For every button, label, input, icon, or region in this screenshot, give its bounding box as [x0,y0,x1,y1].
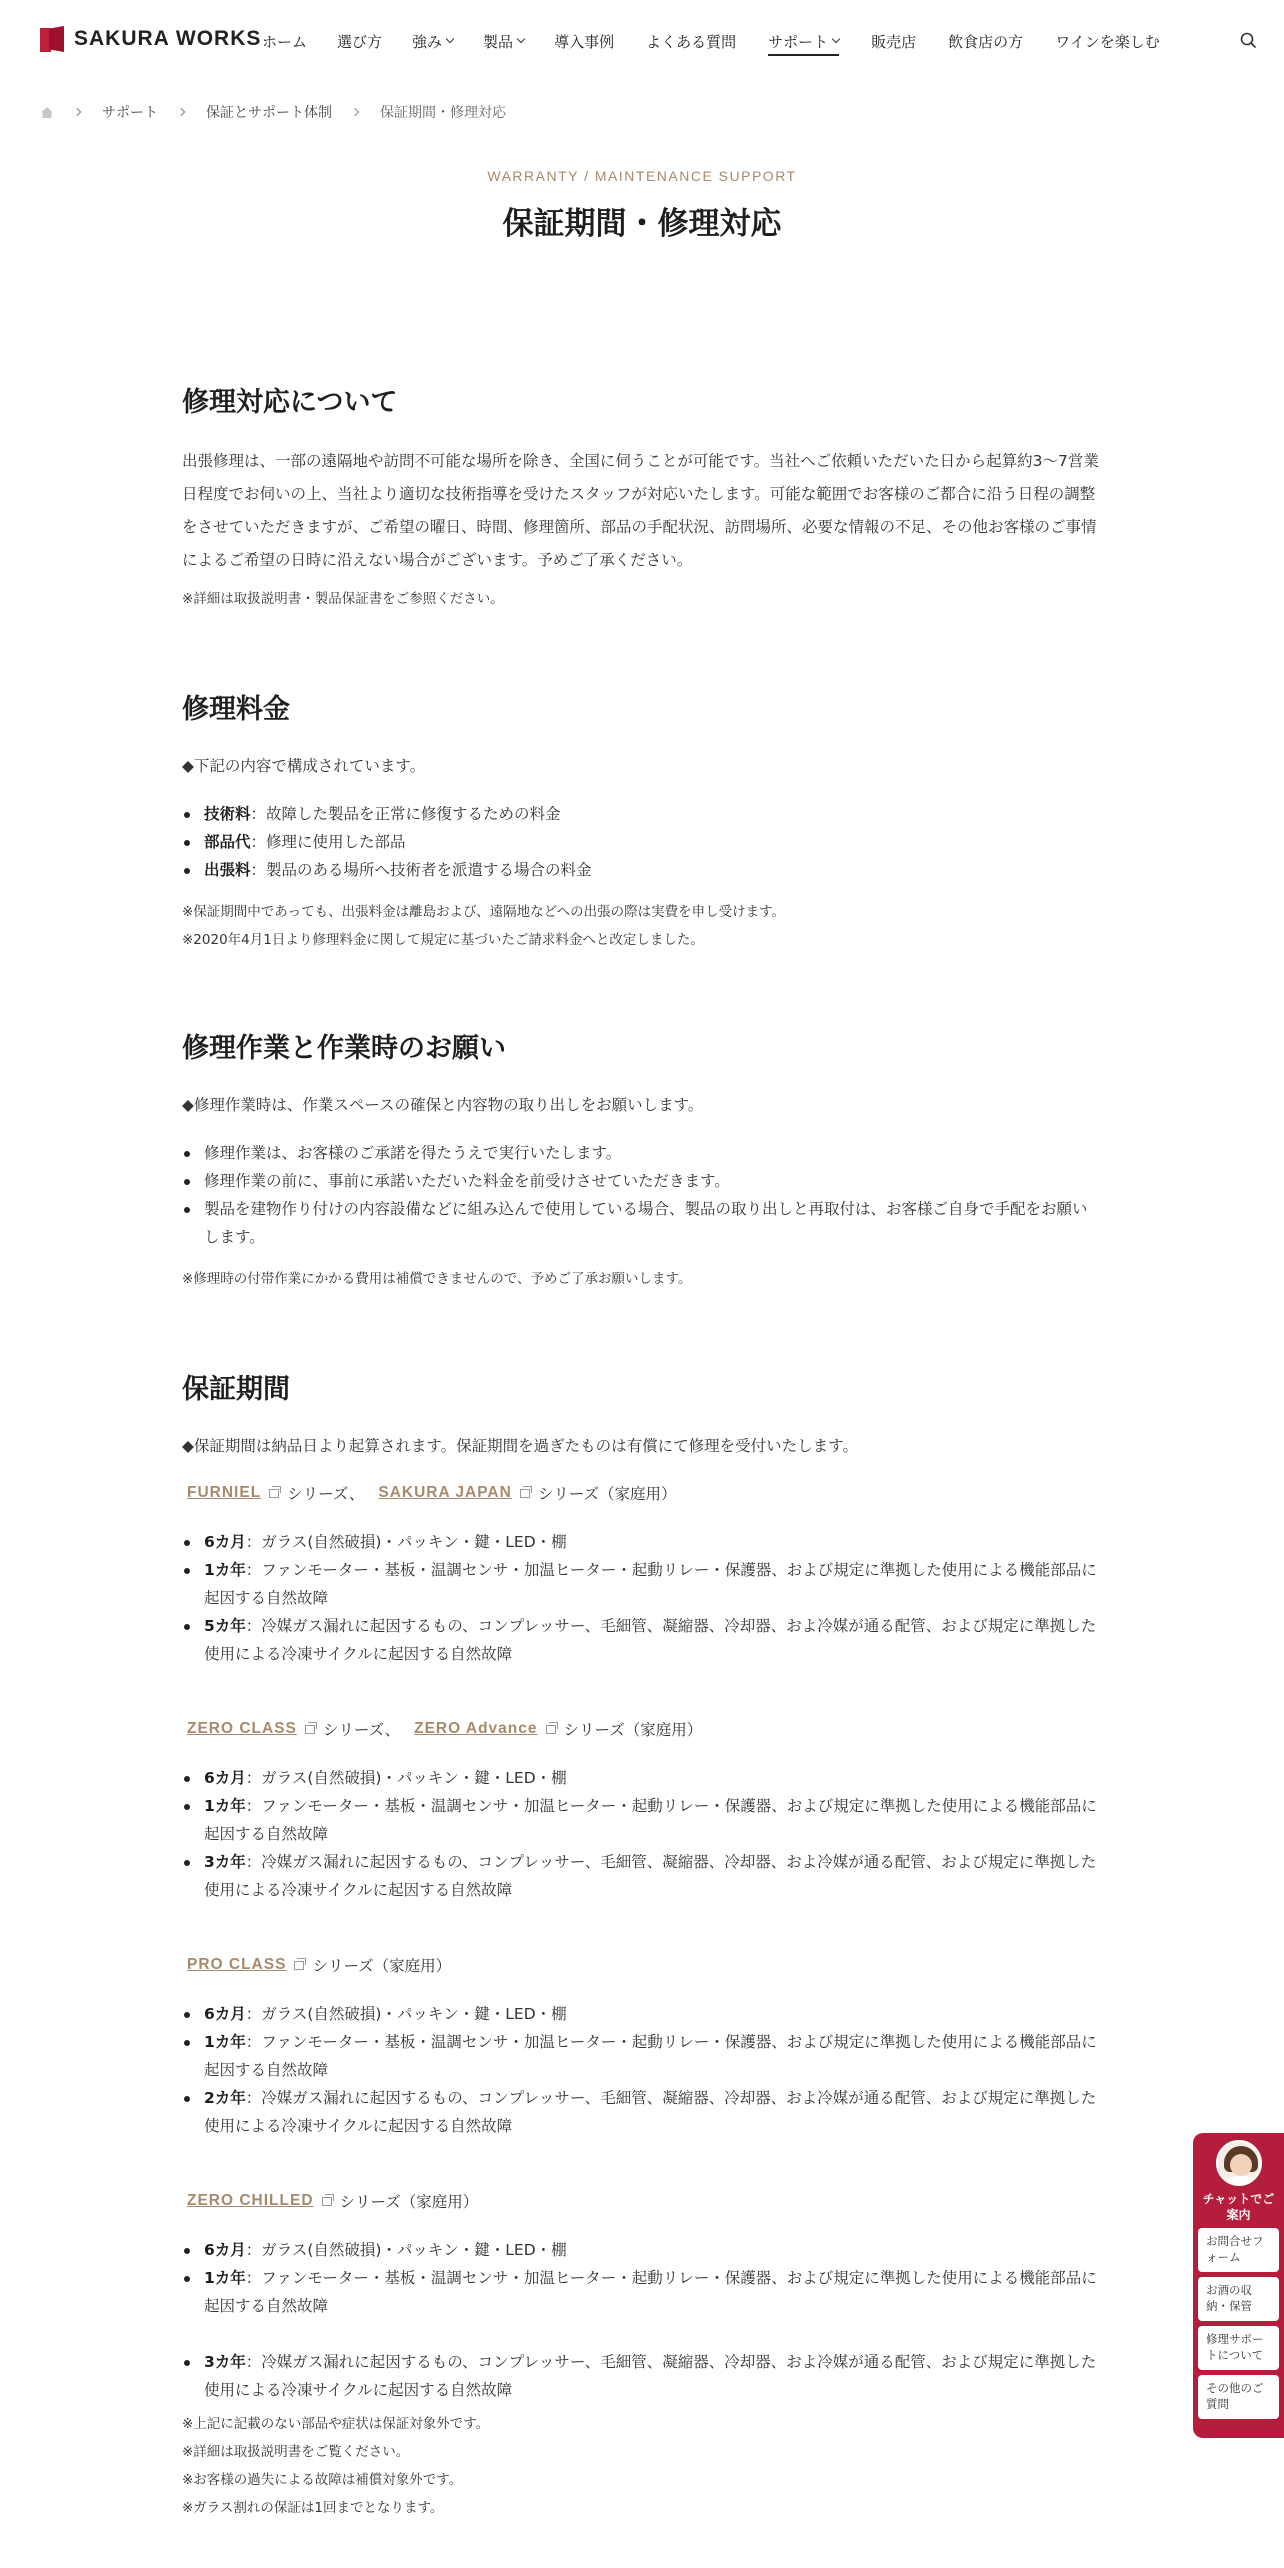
nav-item[interactable] [262,0,307,82]
list-item: 6カ月：ガラス(自然破損)・パッキン・鍵・LED・棚 [182,2000,1102,2028]
series-link[interactable]: ZERO CHILLED [187,2192,314,2209]
nav-item[interactable] [646,0,736,82]
chevron-down-icon [446,35,454,43]
warranty-note: ※お客様の過失による故障は補償対象外です。 [182,2472,463,2488]
section-note: ※2020年4月1日より修理料金に関して規定に基づいたご請求料金へと改定しました。 [182,932,704,948]
list-item: 3カ年：冷媒ガス漏れに起因するもの、コンプレッサー、毛細管、凝縮器、冷却器、およ冷媒が通る配管、および規定に準拠した使用による冷凍サイクルに起因する自然故障 [182,2348,1102,2404]
nav-item[interactable] [412,0,453,82]
list-item: 1カ年：ファンモーター・基板・温調センサ・加温ヒーター・起動リレー・保護器、および規定に準拠した使用による機能部品に起因する自然故障 [182,1556,1102,1612]
nav-item[interactable] [768,0,839,82]
chevron-right-icon [177,108,185,116]
nav-item-label: 強み [412,32,443,51]
warranty-group [182,1954,1102,2140]
section-lead: ◆下記の内容で構成されています。 [182,757,426,775]
list-item: 修理作業は、お客様のご承諾を得たうえで実行いたします。 [182,1139,1102,1167]
series-text: シリーズ（家庭用） [312,1957,452,1975]
nav-item[interactable] [554,0,614,82]
breadcrumb-link-warranty-support[interactable]: 保証とサポート体制 [206,105,332,121]
series-text: シリーズ（家庭用） [563,1721,703,1739]
warranty-group [182,1482,1102,1668]
brand-logo[interactable] [40,26,261,52]
external-link-icon [520,1489,530,1498]
warranty-note: ※上記に記載のない部品や症状は保証対象外です。 [182,2416,490,2432]
series-text: シリーズ、 [287,1485,365,1503]
chevron-right-icon [351,108,359,116]
list-item: 1カ年：ファンモーター・基板・温調センサ・加温ヒーター・起動リレー・保護器、および規定に準拠した使用による機能部品に起因する自然故障 [182,2028,1102,2084]
breadcrumb-current: 保証期間・修理対応 [380,105,506,121]
nav-item-label: 販売店 [871,32,917,51]
warranty-group [182,2190,1102,2404]
nav-item-label: ワインを楽しむ [1055,32,1160,51]
external-link-icon [269,1489,279,1498]
chevron-right-icon [73,108,81,116]
brand-name: SAKURA WORKS [74,27,262,50]
list-item: 3カ年：冷媒ガス漏れに起因するもの、コンプレッサー、毛細管、凝縮器、冷却器、およ冷媒が通る配管、および規定に準拠した使用による冷凍サイクルに起因する自然故障 [182,1848,1102,1904]
series-link[interactable]: PRO CLASS [187,1956,287,1973]
section-warranty [182,1367,1102,2522]
nav-item[interactable] [948,0,1023,82]
search-icon[interactable] [1240,32,1257,49]
series-line [182,2190,1102,2212]
section-note: ※修理時の付帯作業にかかる費用は補償できませんので、予めご了承お願いします。 [182,1271,692,1287]
external-link-icon [294,1961,304,1970]
series-text: シリーズ（家庭用） [339,2193,479,2211]
nav-item-label: 飲食店の方 [948,32,1024,51]
list-item: 修理作業の前に、事前に承諾いただいた料金を前受けさせていただきます。 [182,1167,1102,1195]
page-subtitle: WARRANTY / MAINTENANCE SUPPORT [487,168,797,184]
section-fee [182,687,1102,954]
nav-item[interactable] [1055,0,1160,82]
series-link[interactable]: ZERO CLASS [187,1720,297,1737]
warranty-list [182,1764,1102,1904]
main-content [182,380,1102,2522]
list-item: 6カ月：ガラス(自然破損)・パッキン・鍵・LED・棚 [182,2236,1102,2264]
site-header [0,0,1284,82]
fee-list [182,800,1102,884]
chevron-down-icon [832,35,840,43]
series-link[interactable]: SAKURA JAPAN [378,1484,512,1501]
series-link[interactable]: ZERO Advance [414,1720,538,1737]
section-repair [182,380,1102,613]
avatar [1216,2140,1262,2186]
section-lead: ◆保証期間は納品日より起算されます。保証期間を過ぎたものは有償にて修理を受付いたします。 [182,1437,858,1455]
warranty-note: ※ガラス割れの保証は1回までとなります。 [182,2500,444,2516]
series-text: シリーズ、 [322,1721,401,1739]
nav-item[interactable] [483,0,524,82]
nav-item-label: よくある質問 [646,32,737,51]
nav-item-label: 製品 [483,32,514,51]
list-item: 1カ年：ファンモーター・基板・温調センサ・加温ヒーター・起動リレー・保護器、および規定に準拠した使用による機能部品に起因する自然故障 [182,1792,1102,1848]
list-item: 1カ年：ファンモーター・基板・温調センサ・加温ヒーター・起動リレー・保護器、および規定に準拠した使用による機能部品に起因する自然故障 [182,2264,1102,2320]
section-heading: 修理料金 [182,694,290,725]
external-link-icon [305,1725,315,1734]
warranty-list [182,2000,1102,2140]
nav-item-label: ホーム [262,32,308,51]
list-item: 6カ月：ガラス(自然破損)・パッキン・鍵・LED・棚 [182,1764,1102,1792]
warranty-groups [182,1482,1102,2404]
list-item: 6カ月：ガラス(自然破損)・パッキン・鍵・LED・棚 [182,1528,1102,1556]
section-note: ※保証期間中であっても、出張料金は離島および、遠隔地などへの出張の際は実費を申し受けます。 [182,904,786,920]
section-heading: 保証期間 [182,1374,290,1405]
list-item: 部品代：修理に使用した部品 [182,828,1102,856]
warranty-notes [182,2410,1102,2522]
breadcrumb [40,102,506,122]
chat-widget[interactable] [1193,2133,1284,2438]
nav-item-label: サポート [768,32,829,51]
section-body: 出張修理は、一部の遠隔地や訪問不可能な場所を除き、全国に伺うことが可能です。当社へご依頼いただいた日から起算約3～7営業日程度でお伺いの上、当社より適切な技術指導を受けたスタッフが対応いたします。可能な範囲でお客様のご都合に沿う日程の調整をさせていただきますが、ご希望の曜日、時間、修理箇所、部品の手配状況、訪問場所、必要な情報の不足、その他お客様のご事情によるご希望の日時に沿えない場合がございます。予めご了承ください。 [182,452,1099,569]
warranty-list [182,1528,1102,1668]
chat-title: チャットでご案内 [1202,2192,1275,2222]
external-link-icon [322,2197,332,2206]
warranty-note: ※詳細は取扱説明書をご覧ください。 [182,2444,410,2460]
series-line [182,1954,1102,1976]
main-nav [262,0,1160,82]
chat-button-storage[interactable]: お酒の収納・保管 [1198,2277,1279,2321]
page-title: 保証期間・修理対応 [502,206,782,242]
list-item: 2カ年：冷媒ガス漏れに起因するもの、コンプレッサー、毛細管、凝縮器、冷却器、およ冷媒が通る配管、および規定に準拠した使用による冷凍サイクルに起因する自然故障 [182,2084,1102,2140]
series-text: シリーズ（家庭用） [537,1485,677,1503]
chat-button-contact-form[interactable]: お問合せフォーム [1198,2228,1279,2272]
logo-mark-icon [40,26,64,52]
list-item: 製品を建物作り付けの内容設備などに組み込んで使用している場合、製品の取り出しと再取付は、お客様ご自身で手配をお願いします。 [182,1195,1102,1251]
nav-item[interactable] [871,0,916,82]
series-line [182,1718,1102,1740]
section-heading: 修理作業と作業時のお願い [182,1033,506,1064]
warranty-group [182,1718,1102,1904]
chat-button-other-questions[interactable]: その他のご質問 [1198,2375,1279,2419]
list-item: 技術料：故障した製品を正常に修復するための料金 [182,800,1102,828]
nav-item-label: 導入事例 [554,32,615,51]
nav-item[interactable] [337,0,382,82]
home-icon[interactable] [40,106,54,119]
external-link-icon [546,1725,556,1734]
list-item: 5カ年：冷媒ガス漏れに起因するもの、コンプレッサー、毛細管、凝縮器、冷却器、およ冷媒が通る配管、および規定に準拠した使用による冷凍サイクルに起因する自然故障 [182,1612,1102,1668]
section-work [182,1026,1102,1293]
section-heading: 修理対応について [182,387,398,418]
chevron-down-icon [517,35,525,43]
series-link[interactable]: FURNIEL [187,1484,262,1501]
list-item: 出張料：製品のある場所へ技術者を派遣する場合の料金 [182,856,1102,884]
series-line [182,1482,1102,1504]
section-lead: ◆修理作業時は、作業スペースの確保と内容物の取り出しをお願いします。 [182,1096,704,1114]
section-note: ※詳細は取扱説明書・製品保証書をご参照ください。 [182,591,504,607]
breadcrumb-link-support[interactable]: サポート [102,105,158,121]
warranty-list [182,2236,1102,2404]
chat-button-repair-support[interactable]: 修理サポートについて [1198,2326,1279,2370]
nav-item-label: 選び方 [337,32,383,51]
work-list [182,1139,1102,1251]
